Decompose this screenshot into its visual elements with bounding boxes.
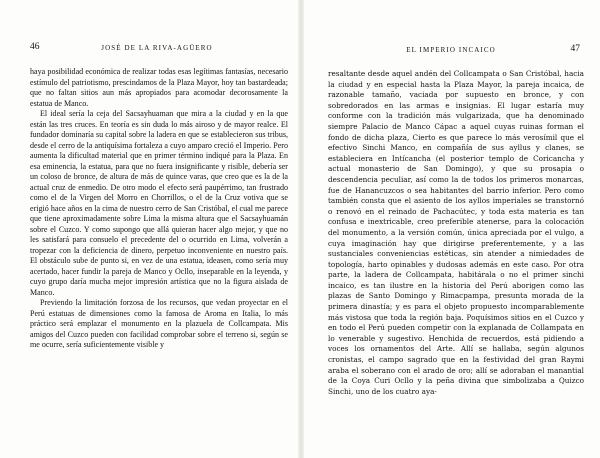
paragraph: resaltante desde aquel andén del Collcampata o San Cristóbal, hacia la ciudad y en especial hasta la Plaza Mayor, la pareja incaica, de razonable tamaño, vaciada por supuesto en bronce, y con sobredorados en las armas e insignias. El lugar estaría muy conforme con la tradición más vulgarizada, que ha denominado siempre Palacio de Manco Cápac a aquel cuyas ruinas forman el fondo de dicha plaza, Cierto es que parece lo más verosímil que el efectivo Sinchi Manco, en compañía de sus ayllus y clanes, se estableciera en Intícancha (el posterior templo de Coricancha y actual monasterio de San Domingo), y que su prosapia o descendencia peculiar, así como la de todos los primeros monarcas, fue de Hanancuzcos o sea habitantes del barrio inferior. Pero como también consta que el asiento de los ayllos imperiales se transtornó o renovó en el reinado de Pachacútec, y toda esta materia es tan confusa e inextricable, creo preferible atenerse, para la colocación del monumento, a la versión común, única apreciada por el vulgo, a cuya imaginación hay que dirigirse preferentemente, y a las sustanciales conveniencias estéticas, sin atender a nimiedades de topología, harto opinables y dudosas además en este caso. Por otra parte, la ladera de Collcampata, habitárala o no el primer sinchi incaico, es tan ilustre en la historia del Perú aborigen como las plazas de Santo Domingo y Rimacpampa, presunta morada de la primera dinastía; y es para el objeto propuesto incomparablemente más vistosa que toda la región baja. Poquísimos sitios en el Cuzco y en todo el Perú pueden competir con la explanada de Collampata en lo venerable y sugestivo. Henchida de recuerdos, está pidiendo a voces los ornamentos del Arte. Allí se hallaba, según algunos cronistas, el campo sagrado que en la festividad del gran Raymi araba el soberano con el arado de oro; allí se adoraban el manantial de la Coya Curi Ocllo y la peña divina que simbolizaba a Quizco Sinchi, uno de los cuatro aya- [328, 69, 584, 396]
right-running-head [328, 46, 584, 60]
paragraph: El ideal sería la ceja del Sacsayhuaman que mira a la ciudad y en la que están las tres cruces. En teoría es sin duda lo más airoso y de mayor realce. El fundador dominaría su capital sobre la ladera en que se establecieron sus tribus, desde el cerro de la antiquísima fortaleza a cuyo amparo creció el Imperio. Pero aumenta la dificultad material que en primer término indiqué para la Plaza. En esa eminencia, la estatua, para que no fuera insignificante y risible, debería ser un coloso de bronce, de altura de más de quince varas, que creo que es la de la actual cruz de enmedio. De otro modo el efecto será paupérrimo, tan frustrado como el de la Virgen del Morro en Chorrillos, o el de la Cruz votiva que se erigió hace años en la cima de nuestro cerro de San Cristóbal, el cual me parece que tiene aproximadamente sobre Lima la misma altura que el Sacsayhuamán sobre el Cuzco. Y como supongo que allá quieran hacer algo mejor, y que no les satisfará para consuelo el precedente del o ocurrido en Lima, volverán a tropezar con la deficiencia de dinero, perpetuo inconveniente en nuestro país. El obstáculo sube de punto si, en vez de una estatua, ideasen, como sería muy acertado, hacer fundir la pareja de Manco y Ocllo, inseparable en la leyenda, y cuyo grupo daría mucha mejor impresión artística que no la figura aislada de Manco. [30, 109, 288, 297]
right-page [328, 46, 584, 397]
right-page-text [328, 69, 584, 397]
left-running-title: JOSÉ DE LA RIVA-AGÜERO [101, 44, 213, 52]
left-page-number: 46 [30, 42, 40, 52]
right-running-title: EL IMPERIO INCAICO [406, 46, 496, 54]
left-page-text [30, 67, 288, 351]
right-page-number: 47 [570, 44, 580, 54]
paragraph: Previendo la limitación forzosa de los recursos, que vedan proyectar en el Perú estatuas de dimensiones como la famosa de Aroma en Italia, lo más práctico será emplazar el monumento en la plazuela de Collcampata. Mis amigos del Cuzco pueden con facilidad comprobar sobre el terreno si, según se me ocurre, sería suficientemente visible y [30, 298, 288, 349]
left-page [30, 44, 288, 351]
book-gutter [298, 0, 304, 458]
paragraph: haya posibilidad económica de realizar todas esas legítimas fantasías, necesario estímulo del patriotismo, prescindamos de la Plaza Mayor, hoy tan bastardeada; que no faltan sitios aun más apropiados para acomodar decorosamente la estatua de Manco. [30, 67, 288, 108]
left-running-head [30, 44, 288, 58]
